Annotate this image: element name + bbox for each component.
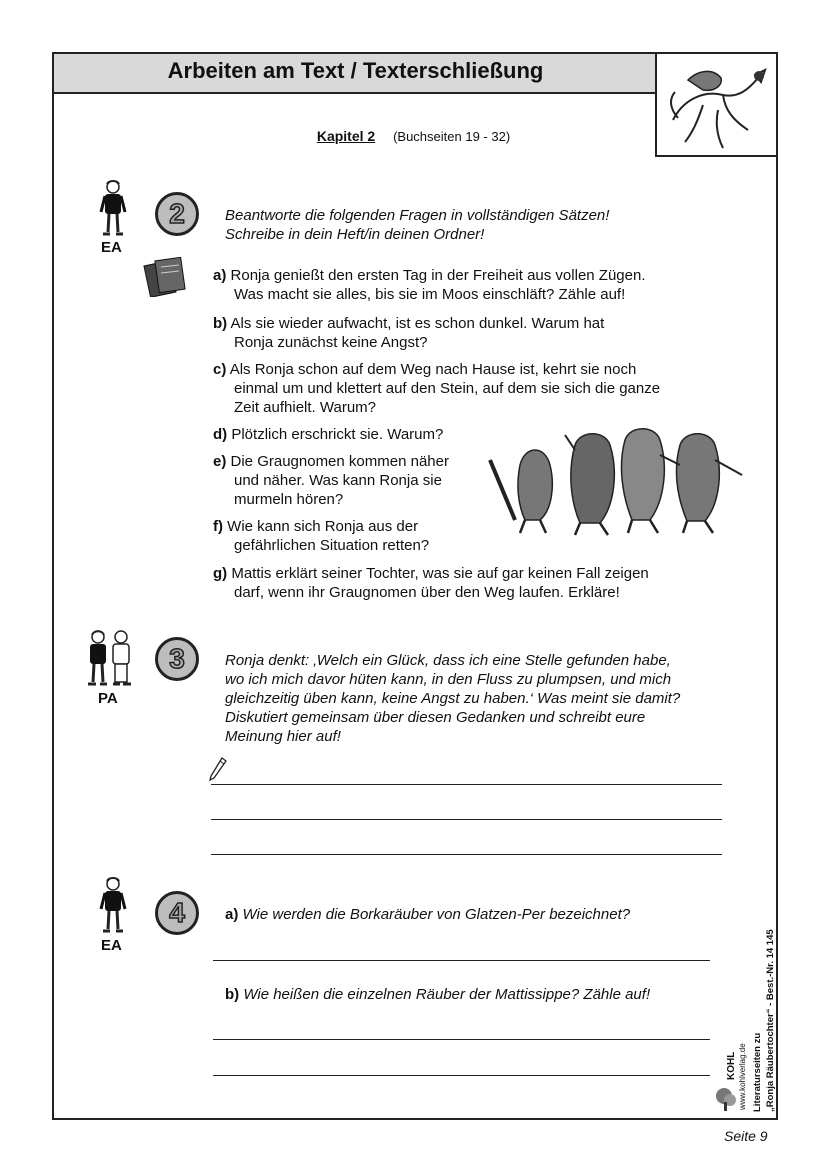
role-label: EA — [101, 239, 122, 256]
answer-line[interactable] — [213, 1075, 710, 1076]
role-label: PA — [98, 690, 118, 707]
answer-line[interactable] — [211, 819, 722, 820]
answer-line[interactable] — [211, 854, 722, 855]
sidebar-line-2: „Ronja Räubertochter“ - Best.-Nr. 14 145 — [765, 929, 776, 1112]
single-person-icon — [99, 180, 127, 238]
pencil-icon — [208, 756, 228, 782]
notebook-icon — [143, 257, 187, 297]
question-f: f) Wie kann sich Ronja aus der gefährlichen Situation retten? — [213, 518, 430, 554]
question-a: a) Wie werden die Borkaräuber von Glatzen-Per bezeichnet? — [225, 906, 631, 923]
question-e: e) Die Graugnomen kommen näher und näher. Was kann Ronja sie murmeln hören? — [213, 453, 449, 508]
page-number: Seite 9 — [724, 1128, 768, 1144]
two-persons-icon — [86, 630, 134, 688]
tree-logo-icon — [714, 1086, 738, 1112]
publisher-logo: KOHL — [726, 1051, 737, 1080]
task-number: 4 — [155, 891, 199, 935]
sidebar-line-1: Literaturseiten zu — [752, 1032, 763, 1112]
question-b: b) Wie heißen die einzelnen Räuber der Mattissippe? Zähle auf! — [225, 986, 651, 1003]
question-c: c) Als Ronja schon auf dem Weg nach Hause ist, kehrt sie noch einmal um und klettert auf den Stein, auf dem sie sich die ganze Zeit aufhielt. Warum? — [213, 361, 661, 416]
task-number: 2 — [155, 192, 199, 236]
chapter-pages: (Buchseiten 19 - 32) — [393, 129, 511, 144]
role-label: EA — [101, 937, 122, 954]
task-instruction: Beantworte die folgenden Fragen in vollständigen Sätzen! Schreibe in dein Heft/in deinen Ordner! — [225, 207, 610, 243]
graugnomen-illustration-icon — [480, 425, 750, 540]
answer-line[interactable] — [213, 960, 710, 961]
question-g: g) Mattis erklärt seiner Tochter, was sie auf gar keinen Fall zeigen darf, wenn ihr Graugnomen über den Weg laufen. Erkläre! — [213, 565, 649, 601]
chapter-label: Kapitel 2 — [316, 128, 376, 144]
answer-line[interactable] — [213, 1039, 710, 1040]
answer-line[interactable] — [211, 784, 722, 785]
single-person-icon — [99, 877, 127, 935]
chapter-heading — [0, 128, 827, 144]
task-instruction: Ronja denkt: ‚Welch ein Glück, dass ich eine Stelle gefunden habe, wo ich mich davor hüten kann, in den Fluss zu plumpsen, und mich gleichzeitig üben kann, keine Angst zu haben.‘ Was meint sie damit? Diskutiert gemeinsam über diesen Gedanken und schreibt eure Meinung hier auf! — [225, 652, 681, 745]
question-b: b) Als sie wieder aufwacht, ist es schon dunkel. Warum hat Ronja zunächst keine Angst? — [213, 315, 605, 351]
sidebar-website: www.kohlverlag.de — [738, 1043, 747, 1110]
task-number: 3 — [155, 637, 199, 681]
question-d: d) Plötzlich erschrickt sie. Warum? — [213, 426, 444, 443]
question-a: a) Ronja genießt den ersten Tag in der Freiheit aus vollen Zügen. Was macht sie alles, bis sie im Moos einschläft? Zähle auf! — [213, 267, 646, 303]
page-title: Arbeiten am Text / Texterschließung — [167, 58, 544, 83]
